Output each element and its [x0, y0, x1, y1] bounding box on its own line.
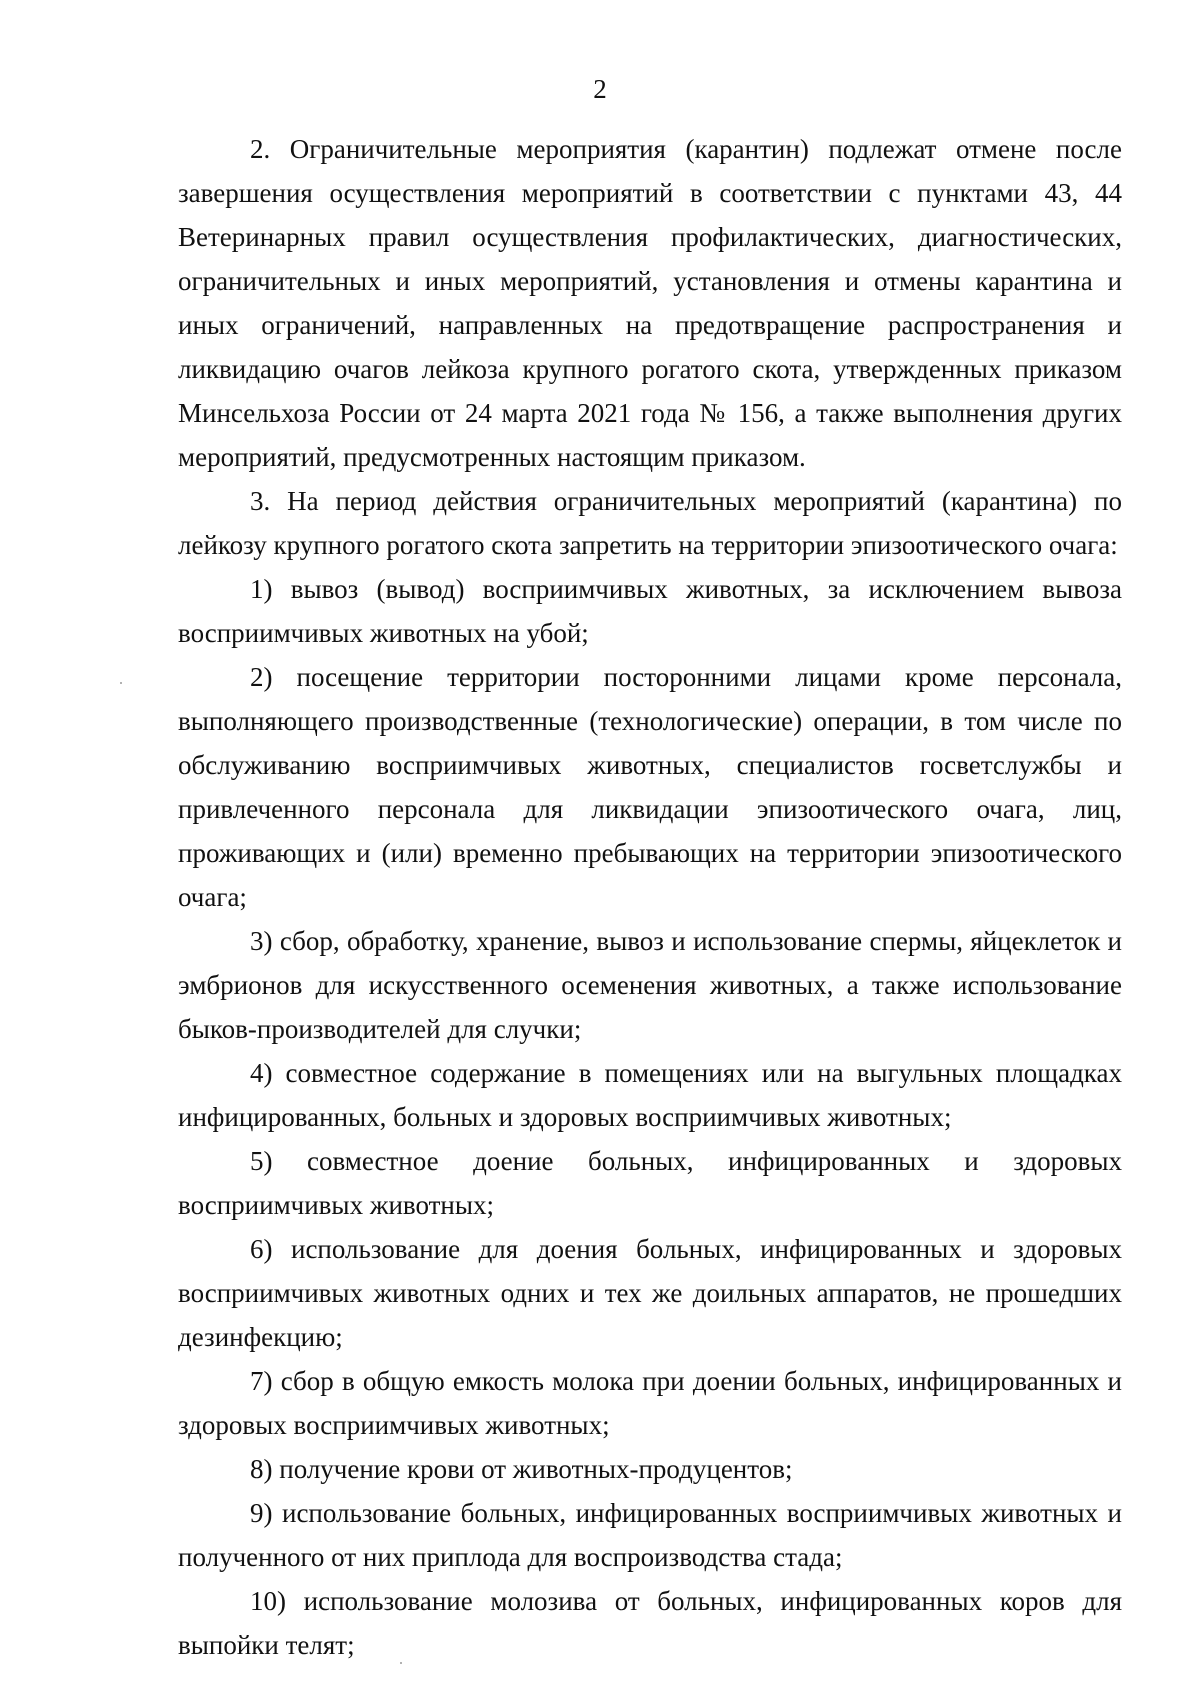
- paragraph-3: 3. На период действия ограничительных мероприятий (карантина) по лейкозу крупного рогатого скота запретить на территории эпизоотического очага:: [178, 486, 1122, 560]
- list-item-5: 5) совместное доение больных, инфицированных и здоровых восприимчивых животных;: [178, 1146, 1122, 1220]
- page-number: 2: [593, 74, 607, 104]
- list-item-3: 3) сбор, обработку, хранение, вывоз и использование спермы, яйцеклеток и эмбрионов для искусственного осеменения животных, а также использование быков-производителей для случки;: [178, 926, 1122, 1044]
- document-body: [178, 127, 1122, 1667]
- list-item-10: 10) использование молозива от больных, инфицированных коров для выпойки телят;: [178, 1586, 1122, 1660]
- scan-speck: [120, 682, 122, 684]
- list-item-2: 2) посещение территории посторонними лицами кроме персонала, выполняющего производственные (технологические) операции, в том числе по обслуживанию восприимчивых животных, специалистов госветслужбы и привлеченного персонала для ликвидации эпизоотического очага, лиц, проживающих и (или) временно пребывающих на территории эпизоотического очага;: [178, 662, 1122, 912]
- list-item-7: 7) сбор в общую емкость молока при доении больных, инфицированных и здоровых восприимчивых животных;: [178, 1366, 1122, 1440]
- list-item-6: 6) использование для доения больных, инфицированных и здоровых восприимчивых животных одних и тех же доильных аппаратов, не прошедших дезинфекцию;: [178, 1234, 1122, 1352]
- list-item-9: 9) использование больных, инфицированных восприимчивых животных и полученного от них приплода для воспроизводства стада;: [178, 1498, 1122, 1572]
- paragraph-2: 2. Ограничительные мероприятия (карантин) подлежат отмене после завершения осуществления мероприятий в соответствии с пунктами 43, 44 Ветеринарных правил осуществления профилактических, диагностических, ограничительных и иных мероприятий, установления и отмены карантина и иных ограничений, направленных на предотвращение распространения и ликвидацию очагов лейкоза крупного рогатого скота, утвержденных приказом Минсельхоза России от 24 марта 2021 года № 156, а также выполнения других мероприятий, предусмотренных настоящим приказом.: [178, 134, 1122, 472]
- scan-speck: [400, 1662, 402, 1664]
- list-item-4: 4) совместное содержание в помещениях или на выгульных площадках инфицированных, больных и здоровых восприимчивых животных;: [178, 1058, 1122, 1132]
- list-item-8: 8) получение крови от животных-продуцентов;: [250, 1454, 793, 1484]
- list-item-1: 1) вывоз (вывод) восприимчивых животных, за исключением вывоза восприимчивых животных на убой;: [178, 574, 1122, 648]
